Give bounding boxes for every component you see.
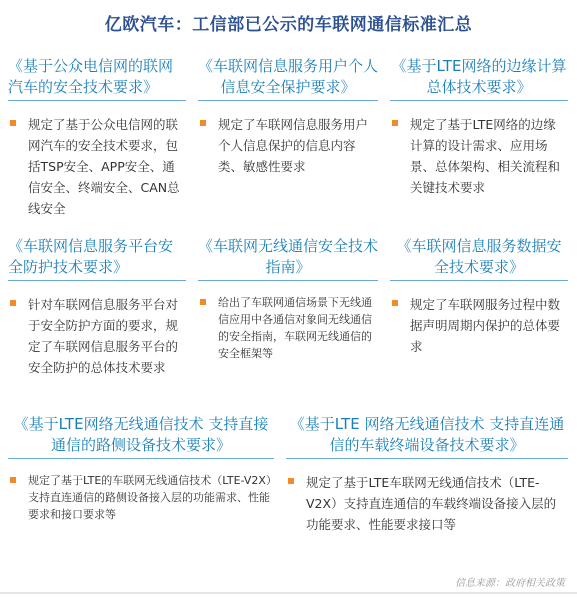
bullet-icon: [200, 299, 206, 305]
standard-card-1: [8, 56, 186, 219]
bullet-icon: [10, 120, 16, 126]
card-title: 《车联网信息服务平台安全防护技术要求》: [8, 236, 186, 281]
card-description: [198, 114, 378, 177]
card-title: 《车联网信息服务数据安全技术要求》: [390, 236, 568, 281]
standard-card-3: [390, 56, 568, 198]
card-title: 《基于LTE网络的边缘计算总体技术要求》: [390, 56, 568, 101]
standard-card-7: [8, 414, 274, 523]
card-description-text: 规定了车联网服务过程中数据声明周期内保护的总体要求: [410, 297, 561, 354]
card-description-text: 规定了车联网信息服务用户个人信息保护的信息内容类、敏感性要求: [218, 117, 369, 174]
card-description-text: 规定了基于LTE车联网无线通信技术（LTE-V2X）支持直连通信的车载终端设备接入层的功能要求、性能要求接口等: [306, 475, 557, 532]
card-description: [390, 294, 568, 357]
card-description: [286, 472, 568, 535]
bullet-icon: [392, 300, 398, 306]
card-title: 《基于LTE网络无线通信技术 支持直接通信的路侧设备技术要求》: [8, 414, 274, 459]
standard-card-6: [390, 236, 568, 357]
card-description-text: 规定了基于公众电信网的联网汽车的安全技术要求，包括TSP安全、APP安全、通信安全、终端安全、CAN总线安全: [28, 117, 180, 216]
standard-card-8: [286, 414, 568, 535]
footer-divider: [0, 592, 577, 594]
bullet-icon: [288, 478, 294, 484]
card-title: 《车联网无线通信安全技术指南》: [198, 236, 378, 281]
card-title: 《基于LTE 网络无线通信技术 支持直连通信的车载终端设备技术要求》: [286, 414, 568, 459]
card-description: [390, 114, 568, 198]
card-description-text: 针对车联网信息服务平台对于安全防护方面的要求，规定了车联网信息服务平台的安全防护的总体技术要求: [28, 297, 179, 375]
card-description: [8, 294, 186, 378]
source-note: 信息来源：政府相关政策: [455, 578, 565, 589]
card-description: [198, 294, 378, 362]
standard-card-5: [198, 236, 378, 362]
card-description-text: 规定了基于LTE网络的边缘计算的设计需求、应用场景、总体架构、相关流程和关键技术要求: [410, 117, 561, 195]
page-title: 亿欧汽车：工信部已公示的车联网通信标准汇总: [104, 15, 473, 35]
card-description: [8, 114, 186, 219]
bullet-icon: [200, 120, 206, 126]
card-title: 《车联网信息服务用户个人信息安全保护要求》: [198, 56, 378, 101]
bullet-icon: [10, 300, 16, 306]
standard-card-4: [8, 236, 186, 378]
bullet-icon: [10, 477, 16, 483]
standard-card-2: [198, 56, 378, 177]
card-description: [8, 472, 274, 523]
card-description-text: 规定了基于LTE的车联网无线通信技术（LTE-V2X）支持直连通信的路侧设备接入层的功能需求、性能要求和接口要求等: [28, 474, 272, 521]
card-title: 《基于公众电信网的联网汽车的安全技术要求》: [8, 56, 186, 101]
bullet-icon: [392, 120, 398, 126]
card-description-text: 给出了车联网通信场景下无线通信应用中各通信对象间无线通信的安全指南，车联网无线通信的安全框架等: [218, 296, 372, 360]
